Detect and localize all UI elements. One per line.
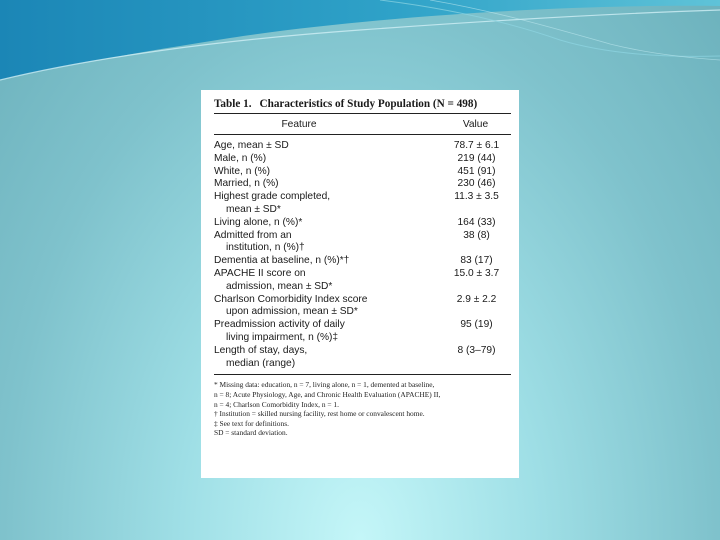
footnote-line: ‡ See text for definitions.: [214, 418, 289, 428]
footnote-line: n = 8; Acute Physiology, Age, and Chronic Health Evaluation (APACHE) II,: [214, 389, 441, 399]
feature-cell: [214, 319, 434, 345]
value-cell: 15.0 ± 3.7: [453, 267, 500, 279]
value-cell: 451 (91): [457, 165, 496, 177]
feature-cell: [214, 140, 434, 153]
feature-line: Male, n (%): [214, 152, 267, 164]
value-cell: 78.7 ± 6.1: [453, 140, 500, 151]
value-cell: 8 (3–79): [457, 344, 496, 356]
value-cell: 230 (46): [457, 178, 496, 190]
feature-line: Married, n (%): [214, 178, 279, 190]
feature-line: Charlson Comorbidity Index score: [214, 293, 368, 305]
table-row: [214, 230, 511, 256]
feature-line: APACHE II score on: [214, 267, 306, 279]
feature-line: Length of stay, days,: [214, 344, 308, 356]
value-cell: 11.3 ± 3.5: [454, 191, 499, 203]
feature-line-continued: living impairment, n (%)‡: [226, 331, 339, 343]
footnotes: [214, 380, 511, 438]
feature-cell: [214, 217, 434, 230]
table-row: [214, 153, 511, 166]
table-row: [214, 319, 511, 345]
table-row: [214, 178, 511, 191]
feature-line: Dementia at baseline, n (%)*†: [214, 255, 350, 267]
table-row: [214, 191, 511, 217]
table-row: [214, 166, 511, 179]
value-cell: 219 (44): [457, 152, 496, 164]
value-column-header: Value: [462, 118, 489, 130]
value-cell: 38 (8): [463, 229, 490, 241]
feature-cell: [214, 166, 434, 179]
feature-line: Admitted from an: [214, 229, 292, 241]
footnote-line: † Institution = skilled nursing facility, rest home or convalescent home.: [214, 409, 425, 419]
feature-line: Preadmission activity of daily: [214, 319, 345, 331]
feature-line-continued: mean ± SD*: [226, 203, 281, 215]
feature-line: Age, mean ± SD: [214, 140, 289, 151]
bottom-rule: [214, 374, 511, 375]
table-row: [214, 140, 511, 153]
feature-line-continued: median (range): [226, 357, 296, 369]
value-cell: 83 (17): [460, 255, 493, 267]
feature-cell: [214, 345, 434, 371]
feature-line-continued: admission, mean ± SD*: [226, 280, 333, 292]
table-body: [214, 140, 511, 370]
table-row: [214, 268, 511, 294]
feature-cell: [214, 255, 434, 268]
feature-line: Living alone, n (%)*: [214, 216, 303, 228]
feature-cell: [214, 230, 434, 256]
footnote-line: n = 4; Charlson Comorbidity Index, n = 1.: [214, 399, 339, 409]
feature-cell: [214, 178, 434, 191]
table-row: [214, 345, 511, 371]
table-title: [214, 98, 511, 110]
table-row: [214, 217, 511, 230]
feature-line-continued: institution, n (%)†: [226, 242, 305, 254]
feature-line-continued: upon admission, mean ± SD*: [226, 306, 358, 318]
table-label: Table 1.: [214, 98, 252, 110]
feature-cell: [214, 294, 434, 320]
table-row: [214, 255, 511, 268]
footnote-line: * Missing data: education, n = 7, living alone, n = 1, demented at baseline,: [214, 380, 435, 390]
feature-cell: [214, 153, 434, 166]
value-cell: 2.9 ± 2.2: [456, 293, 497, 305]
feature-cell: [214, 268, 434, 294]
feature-cell: [214, 191, 434, 217]
table-row: [214, 294, 511, 320]
feature-line: White, n (%): [214, 165, 271, 177]
feature-column-header: Feature: [281, 118, 317, 130]
feature-line: Highest grade completed,: [214, 191, 331, 203]
value-cell: 95 (19): [460, 319, 493, 331]
table-document: [201, 90, 519, 478]
table-header: [214, 114, 511, 135]
footnote-line: SD = standard deviation.: [214, 428, 288, 438]
value-cell: 164 (33): [457, 216, 496, 228]
table-title-text: Characteristics of Study Population (N = 498): [259, 98, 478, 110]
decorative-wave-banner: [0, 0, 720, 90]
